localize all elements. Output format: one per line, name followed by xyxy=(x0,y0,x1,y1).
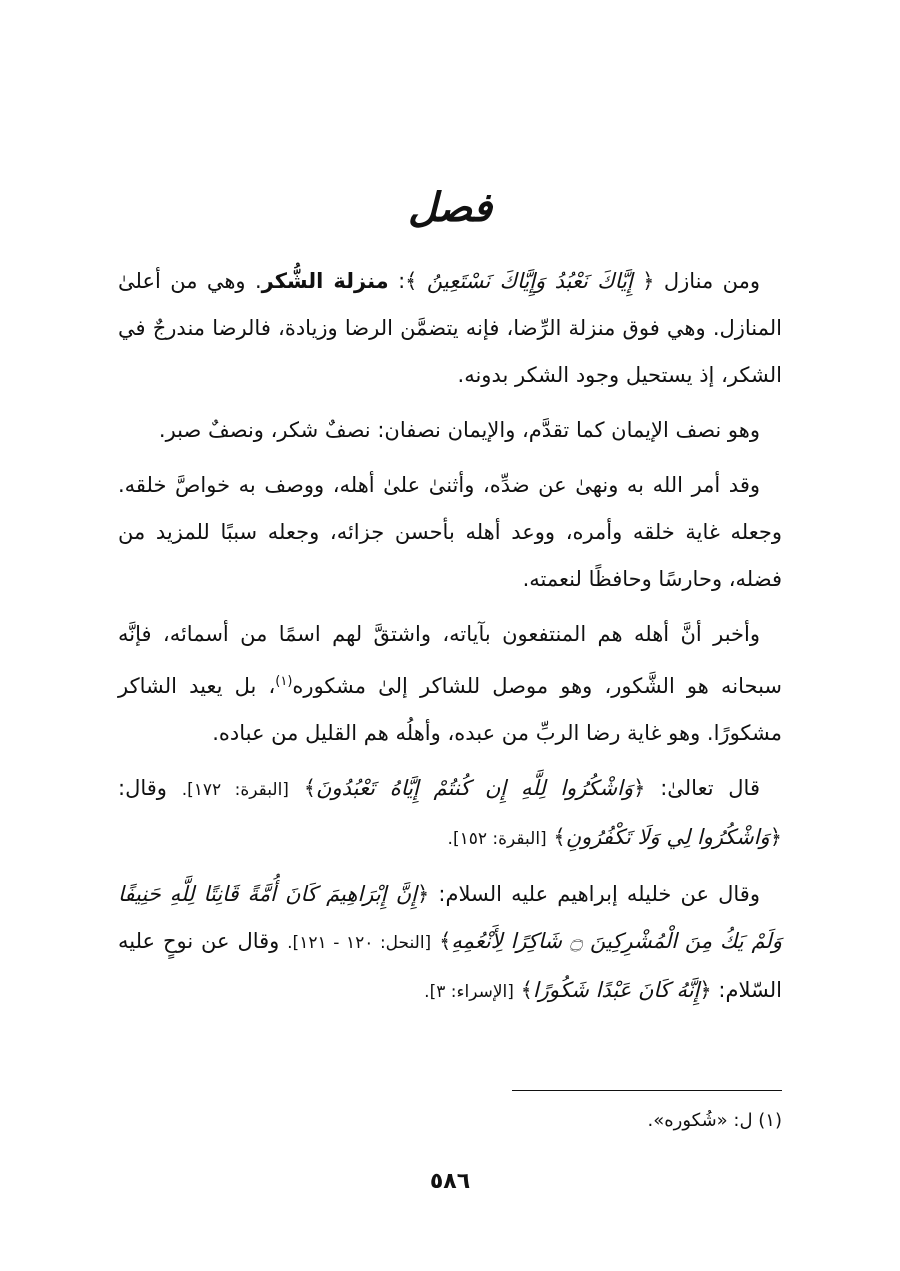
p5-intro-2: وقال: xyxy=(118,776,167,800)
p1-highlight: منزلة الشُّكر xyxy=(261,269,389,293)
section-heading: فصل xyxy=(407,184,493,231)
verse-close-bracket: ﴾ xyxy=(303,776,317,800)
verse-reference: [البقرة: ١٥٢]. xyxy=(447,829,547,849)
verse-open-bracket: ﴿ xyxy=(769,825,782,849)
quran-verse: وَاشْكُرُوا لِي وَلَا تَكْفُرُونِ xyxy=(565,825,770,849)
footnote-divider xyxy=(512,1090,782,1091)
verse-close-bracket: ﴾ xyxy=(553,825,566,849)
p4-text-after-note: ، بل يعيد الشاكر مشكورًا. وهو غاية رضا الربِّ من عبده، وأهلُه هم القليل من عباده. xyxy=(118,674,782,745)
verse-open-bracket: ﴿ xyxy=(416,882,430,906)
verse-reference: [النحل: ١٢٠ - ١٢١]. xyxy=(287,933,432,953)
quran-verse: إِنَّ إِبْرَاهِيمَ كَانَ أُمَّةً قَانِتًا لِلَّهِ حَنِيفًا وَلَمْ يَكُ مِنَ الْمُشْرِكِينَ ۝ شَاكِرًا لِأَنْعُمِهِ xyxy=(118,882,782,953)
p1-colon: : xyxy=(398,269,406,293)
p6-intro-2: وقال عن نوحٍ عليه السّلام: xyxy=(118,929,782,1002)
page-number: ٥٨٦ xyxy=(429,1169,471,1194)
paragraph-4 xyxy=(118,611,782,757)
quran-verse: وَاشْكُرُوا لِلَّهِ إِن كُنتُمْ إِيَّاهُ تَعْبُدُونَ xyxy=(316,776,634,800)
p4-text-before-note: وأخبر أنَّ أهله هم المنتفعون بآياته، واشتقَّ لهم اسمًا من أسمائه، فإنَّه سبحانه هو الشَّكور، وهو موصل للشاكر إلىٰ مشكوره xyxy=(118,622,783,698)
paragraph-1 xyxy=(118,258,782,399)
quran-verse: إِنَّهُ كَانَ عَبْدًا شَكُورًا xyxy=(532,978,700,1002)
p5-intro-1: قال تعالىٰ: xyxy=(660,776,760,800)
paragraph-5 xyxy=(118,765,782,863)
verse-close-bracket: ﴾ xyxy=(405,269,418,293)
p6-intro-1: وقال عن خليله إبراهيم عليه السلام: xyxy=(438,882,760,906)
verse-close-bracket: ﴾ xyxy=(439,929,452,953)
verse-open-bracket: ﴿ xyxy=(633,776,646,800)
verse-open-bracket: ﴿ xyxy=(699,978,712,1002)
footnote-reference[interactable]: (١) xyxy=(275,674,293,689)
footnote: (١) ل: «شُكوره». xyxy=(647,1110,782,1131)
verse-reference: [البقرة: ١٧٢]. xyxy=(181,780,289,800)
p1-rest: . وهي من أعلىٰ المنازل. وهي فوق منزلة الرِّضا، فإنه يتضمَّن الرضا وزيادة، فالرضا مندرجٌ في الشكر، إذ يستحيل وجود الشكر بدونه. xyxy=(118,269,782,387)
verse-close-bracket: ﴾ xyxy=(520,978,533,1002)
p1-intro: ومن منازل xyxy=(663,269,760,293)
paragraph-3: وقد أمر الله به ونهىٰ عن ضدِّه، وأثنىٰ علىٰ أهله، ووصف به خواصَّ خلقه. وجعله غاية خلقه وأمره، ووعد أهله بأحسن جزائه، وجعله سببًا للمزيد من فضله، وحارسًا وحافظًا لنعمته. xyxy=(118,473,782,591)
paragraph-6 xyxy=(118,871,782,1016)
paragraph-2: وهو نصف الإيمان كما تقدَّم، والإيمان نصفان: نصفٌ شكر، ونصفٌ صبر. xyxy=(158,418,760,442)
verse-open-bracket: ﴿ xyxy=(642,269,655,293)
main-text xyxy=(118,258,782,1024)
verse-reference: [الإسراء: ٣]. xyxy=(424,982,514,1002)
quran-verse: إِيَّاكَ نَعْبُدُ وَإِيَّاكَ نَسْتَعِينُ xyxy=(426,269,633,293)
